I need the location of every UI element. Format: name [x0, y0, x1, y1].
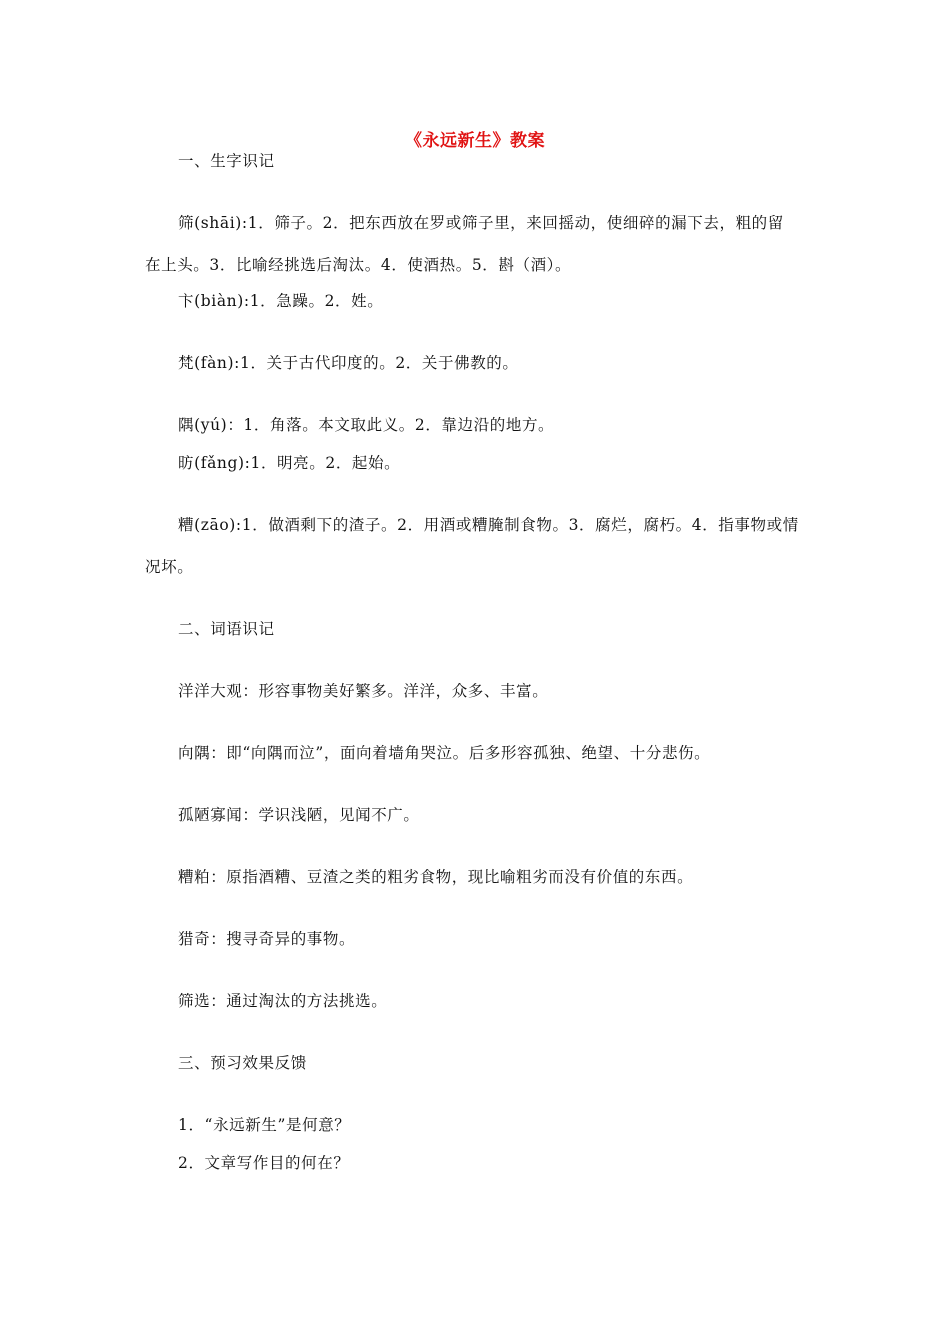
entry-yu: 隅(yú)：1．角落。本文取此义。2．靠边沿的地方。 [178, 416, 555, 434]
vocab-lieqi: 猎奇：搜寻奇异的事物。 [178, 930, 356, 948]
section-heading-vocabulary: 二、词语识记 [178, 620, 275, 638]
vocab-xiangyu: 向隅：即“向隅而泣”，面向着墙角哭泣。后多形容孤独、绝望、十分悲伤。 [178, 744, 711, 762]
entry-shai: 筛(shāi):1．筛子。2．把东西放在罗或筛子里，来回摇动，使细碎的漏下去，粗的留 [178, 214, 784, 232]
question-2: 2．文章写作目的何在？ [178, 1154, 350, 1172]
vocab-gulou-guawen: 孤陋寡闻：学识浅陋，见闻不广。 [178, 806, 420, 824]
entry-fan: 梵(fàn):1．关于古代印度的。2．关于佛教的。 [178, 354, 519, 372]
entry-zao-continued: 况坏。 [145, 558, 194, 576]
vocab-zaopo: 糟粕：原指酒糟、豆渣之类的粗劣食物，现比喻粗劣而没有价值的东西。 [178, 868, 694, 886]
vocab-yangyang-daguan: 洋洋大观：形容事物美好繁多。洋洋，众多、丰富。 [178, 682, 549, 700]
entry-zao: 糟(zāo):1．做酒剩下的渣子。2．用酒或糟腌制食物。3．腐烂，腐朽。4．指事物或情 [178, 516, 799, 534]
document-title: 《永远新生》教案 [405, 131, 545, 151]
section-heading-preview-feedback: 三、预习效果反馈 [178, 1054, 307, 1072]
question-1: 1．“永远新生”是何意？ [178, 1116, 351, 1134]
section-heading-characters: 一、生字识记 [178, 152, 275, 170]
entry-shai-continued: 在上头。3．比喻经挑选后淘汰。4．使酒热。5．斟（酒）。 [145, 256, 572, 274]
vocab-shaixuan: 筛选：通过淘汰的方法挑选。 [178, 992, 388, 1010]
entry-bian: 卞(biàn):1．急躁。2．姓。 [178, 292, 384, 310]
entry-fang: 昉(fǎng):1．明亮。2．起始。 [178, 454, 401, 472]
